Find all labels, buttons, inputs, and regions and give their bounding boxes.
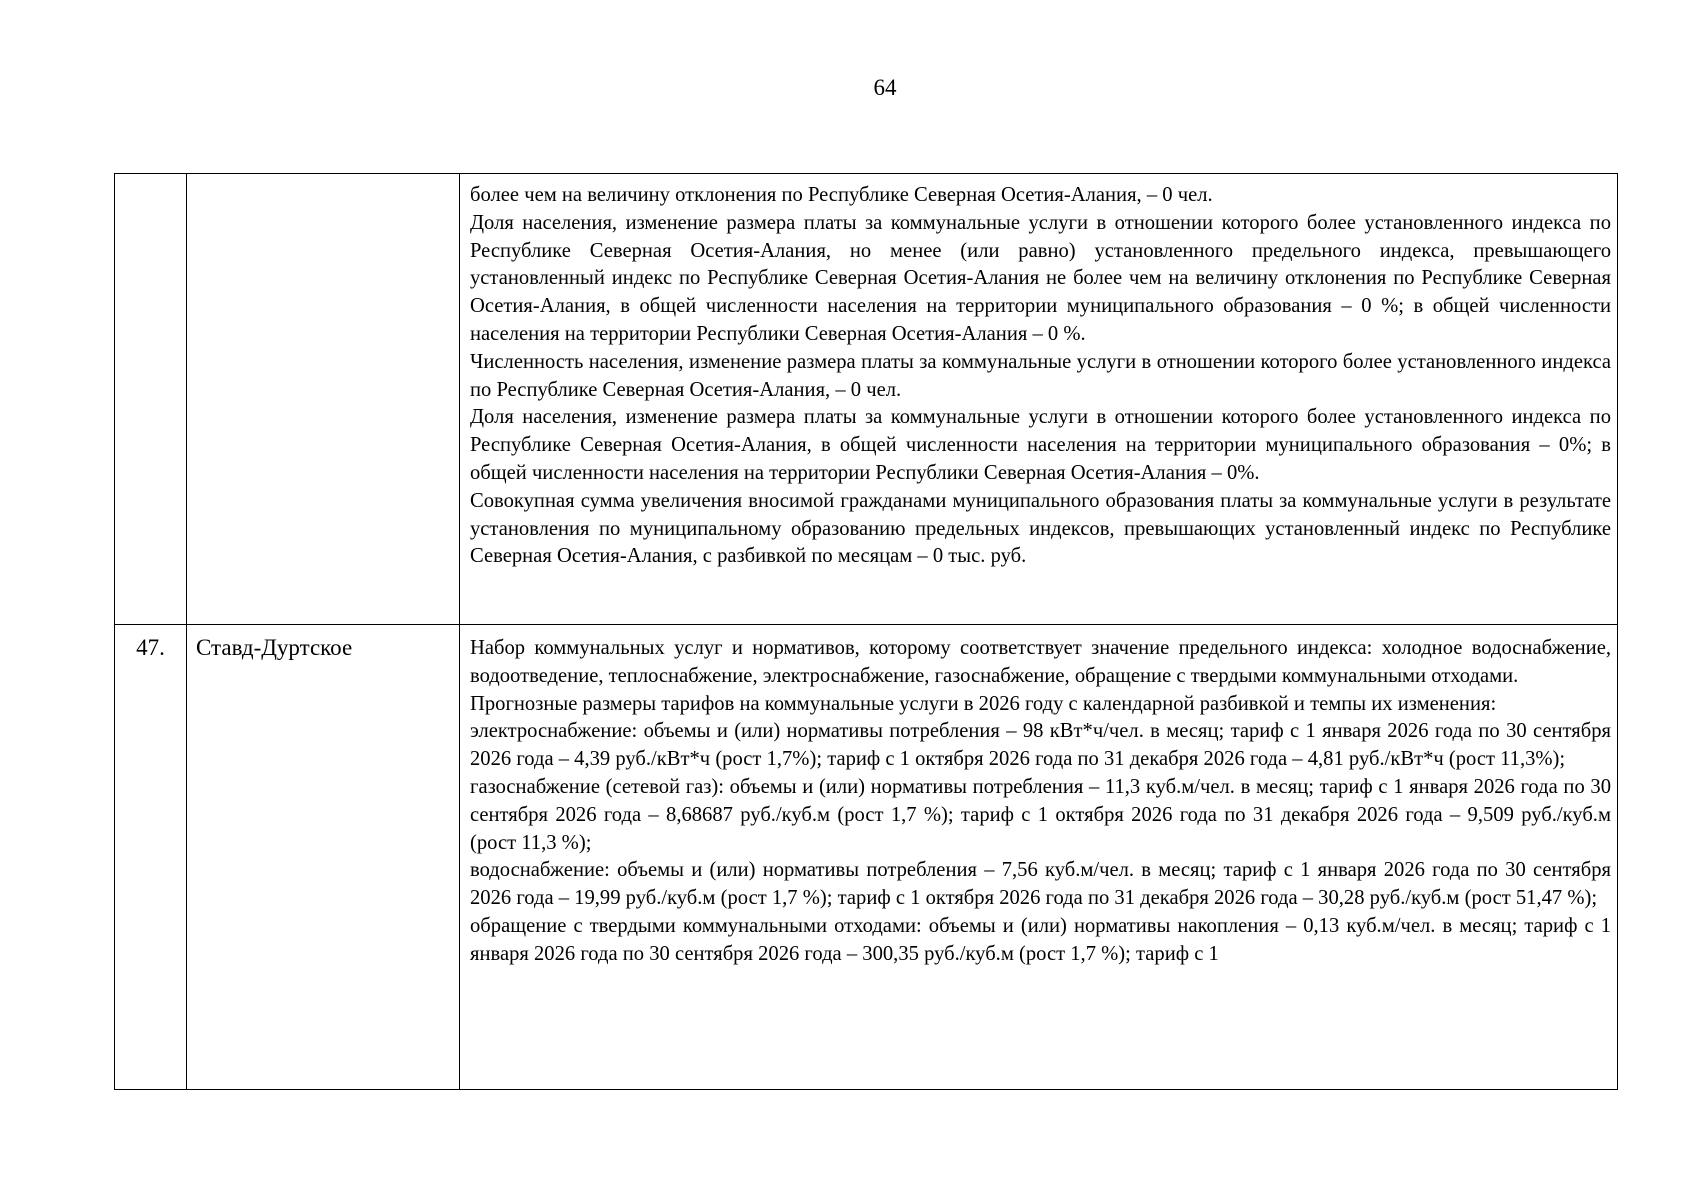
table-row bbox=[115, 625, 1618, 1090]
municipal-index-table bbox=[114, 173, 1618, 1090]
paragraph: электроснабжение: объемы и (или) нормативы потребления – 98 кВт*ч/чел. в месяц; тариф с 1 января 2026 года по 30 сентября 2026 года – 4,39 руб./кВт*ч (рост 1,7%); тариф с 1 октября 2026 года по 31 декабря 2026 года – 4,81 руб./кВт*ч (рост 11,3%); bbox=[470, 720, 1611, 771]
paragraph: Доля населения, изменение размера платы за коммунальные услуги в отношении которого более установленного индекса по Республике Северная Осетия-Алания, но менее (или равно) установленного предельного индекса, превышающего установленный индекс по Республике Северная Осетия-Алания не более чем на величину отклонения по Республике Северная Осетия-Алания, в общей численности населения на территории муниципального образования – 0 %; в общей численности населения на территории Республики Северная Осетия-Алания – 0 %. bbox=[470, 211, 1611, 345]
table-row bbox=[115, 174, 1618, 625]
paragraph: Численность населения, изменение размера платы за коммунальные услуги в отношении которого более установленного индекса по Республике Северная Осетия-Алания, – 0 чел. bbox=[470, 350, 1611, 401]
page-number: 64 bbox=[873, 75, 897, 100]
paragraph: Прогнозные размеры тарифов на коммунальные услуги в 2026 году с календарной разбивкой и темпы их изменения: bbox=[470, 692, 1497, 715]
paragraph: Набор коммунальных услуг и нормативов, которому соответствует значение предельного индекса: холодное водоснабжение, водоотведение, теплоснабжение, электроснабжение, газоснабжение, обращение с твердыми коммунальными отходами. bbox=[470, 637, 1611, 687]
row-number-cell: 47. bbox=[115, 625, 187, 1090]
indicators-text-cell bbox=[460, 174, 1618, 625]
paragraph: обращение с твердыми коммунальными отходами: объемы и (или) нормативы накопления – 0,13 куб.м/чел. в месяц; тариф с 1 января 2026 года по 30 сентября 2026 года – 300,35 руб./куб.м (рост 1,7 %); тариф с 1 bbox=[470, 914, 1611, 965]
indicators-text-cell bbox=[460, 625, 1618, 1090]
paragraph: Доля населения, изменение размера платы за коммунальные услуги в отношении которого более установленного индекса по Республике Северная Осетия-Алания, в общей численности населения на территории муниципального образования – 0%; в общей численности населения на территории Республики Северная Осетия-Алания – 0%. bbox=[470, 406, 1611, 484]
paragraph: Совокупная сумма увеличения вносимой гражданами муниципального образования платы за коммунальные услуги в результате установления по муниципальному образованию предельных индексов, превышающих установленный индекс по Республике Северная Осетия-Алания, с разбивкой по месяцам – 0 тыс. руб. bbox=[470, 489, 1611, 568]
row-number-cell bbox=[115, 174, 187, 625]
paragraph: водоснабжение: объемы и (или) нормативы потребления – 7,56 куб.м/чел. в месяц; тариф с 1 января 2026 года по 30 сентября 2026 года – 19,99 руб./куб.м (рост 1,7 %); тариф с 1 октября 2026 года по 31 декабря 2026 года – 30,28 руб./куб.м (рост 51,47 %); bbox=[470, 859, 1611, 910]
paragraph: газоснабжение (сетевой газ): объемы и (или) нормативы потребления – 11,3 куб.м/чел. в месяц; тариф с 1 января 2026 года по 30 сентября 2026 года – 8,68687 руб./куб.м (рост 1,7 %); тариф с 1 октября 2026 года по 31 декабря 2026 года – 9,509 руб./куб.м (рост 11,3 %); bbox=[470, 775, 1611, 854]
paragraph: более чем на величину отклонения по Республике Северная Осетия-Алания, – 0 чел. bbox=[470, 184, 1213, 206]
municipality-name-cell bbox=[187, 174, 460, 625]
municipality-name-cell: Ставд-Дуртское bbox=[187, 625, 460, 1090]
